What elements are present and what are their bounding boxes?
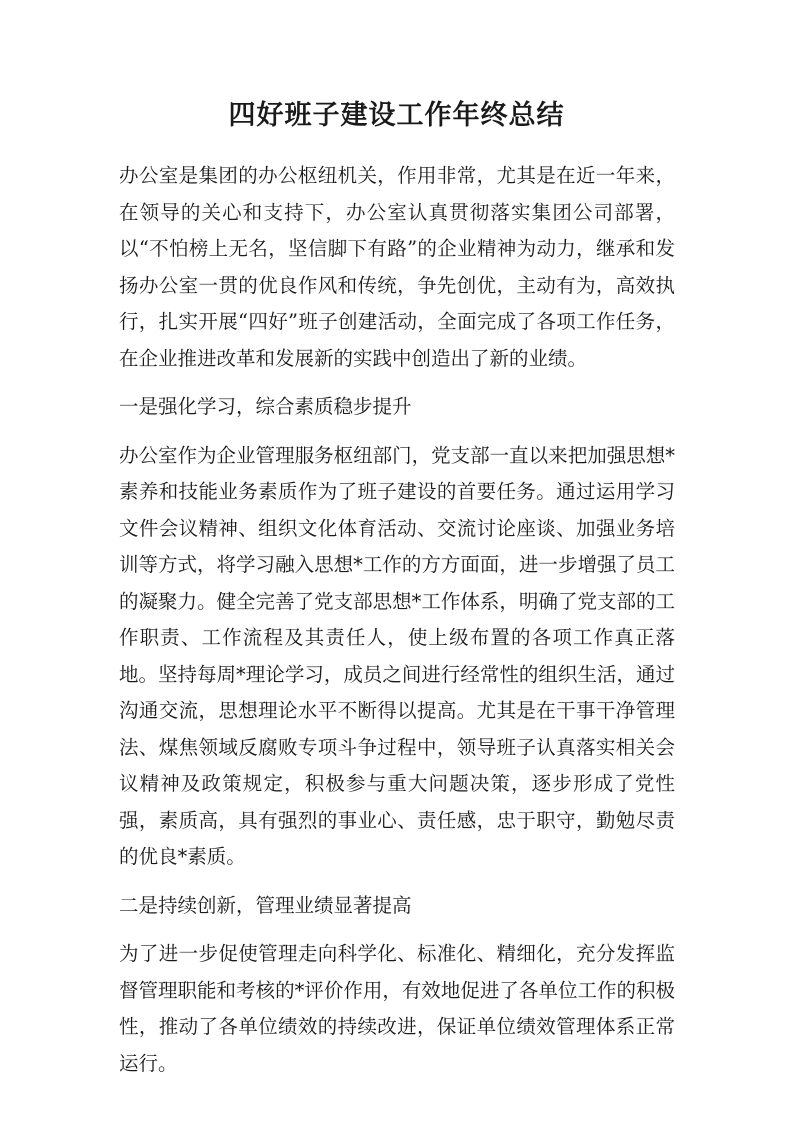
section-1-heading: 一是强化学习，综合素质稳步提升 (119, 395, 412, 418)
spacer (119, 377, 675, 389)
document-body (119, 158, 675, 1082)
spacer (119, 924, 675, 936)
spacer (119, 426, 675, 438)
document-title: 四好班子建设工作年终总结 (228, 100, 565, 131)
section-2-heading: 二是持续创新，管理业绩显著提高 (119, 893, 412, 917)
spacer (119, 876, 675, 888)
section-2-paragraph: 为了进一步促使管理走向科学化、标准化、精细化，充分发挥监督管理职能和考核的*评价作用，有效地促进了各单位工作的积极性，推动了各单位绩效的持续改进，保证单位绩效管理体系正常运行。 (119, 942, 675, 1075)
section-1-paragraph: 办公室作为企业管理服务枢纽部门，党支部一直以来把加强思想*素养和技能业务素质作为了班子建设的首要任务。通过运用学习文件会议精神、组织文化体育活动、交流讨论座谈、加强业务培训等方式，将学习融入思想*工作的方方面面，进一步增强了员工的凝聚力。健全完善了党支部思想*工作体系，明确了党支部的工作职责、工作流程及其责任人，使上级布置的各项工作真正落地。坚持每周*理论学习，成员之间进行经常性的组织生活，通过沟通交流，思想理论水平不断得以提高。尤其是在干事干净管理法、煤焦领域反腐败专项斗争过程中，领导班子认真落实相关会议精神及政策规定，积极参与重大问题决策，逐步形成了党性强，素质高，具有强烈的事业心、责任感，忠于职守，勤勉尽责的优良*素质。 (119, 443, 675, 868)
intro-paragraph: 办公室是集团的办公枢纽机关，作用非常，尤其是在近一年来，在领导的关心和支持下，办公室认真贯彻落实集团公司部署，以“不怕榜上无名，坚信脚下有路”的企业精神为动力，继承和发扬办公室一贯的优良作风和传统，争先创优，主动有为，高效执行，扎实开展“四好”班子创建活动，全面完成了各项工作任务，在企业推进改革和发展新的实践中创造出了新的业绩。 (119, 164, 675, 370)
